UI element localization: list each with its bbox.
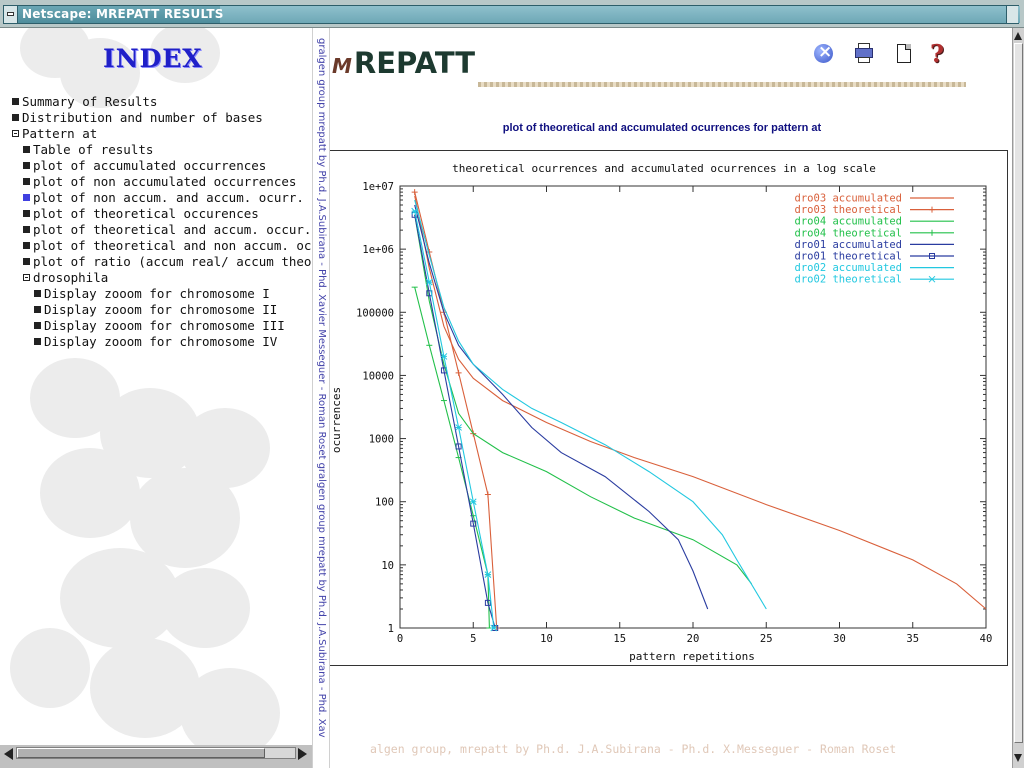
index-item[interactable]: [23, 222, 311, 238]
title-bar-strip: [3, 5, 1019, 24]
y-tick-label: 1e+06: [362, 244, 394, 257]
bullet-icon[interactable]: [34, 322, 41, 329]
vertical-credits-text: gralgen group mrepatt by Ph.d. J.A.Subirana - Phd. Xavier Messeguer - Roman Roset gralgen group mrepatt by Ph.d. J.A.Subirana - Phd. Xav: [316, 38, 327, 738]
main-frame: [330, 28, 1024, 768]
index-item[interactable]: [34, 286, 311, 302]
legend-label: dro03 theoretical: [794, 204, 902, 217]
y-tick-label: 1: [387, 623, 394, 635]
bullet-icon[interactable]: [12, 98, 19, 105]
index-item-label[interactable]: Distribution and number of bases: [22, 110, 263, 125]
chart-frame: [330, 151, 1008, 666]
logo-text: REPATT: [353, 46, 476, 80]
index-item-label[interactable]: Display zooom for chromosome I: [44, 286, 270, 301]
vertical-scrollbar[interactable]: [1012, 28, 1024, 768]
scroll-right-arrow-icon[interactable]: [298, 748, 307, 760]
scroll-thumb[interactable]: [17, 748, 265, 758]
scroll-up-arrow-icon[interactable]: [1014, 32, 1022, 40]
window-title: Netscape: MREPATT RESULTS: [22, 7, 224, 21]
window-maximize-button[interactable]: [1006, 6, 1018, 23]
index-item[interactable]: [23, 158, 311, 174]
index-item[interactable]: [12, 94, 311, 110]
y-tick-label: 1000: [368, 433, 394, 446]
index-item-label[interactable]: plot of theoretical and non accum. oc: [33, 238, 312, 253]
index-item-label[interactable]: plot of non accum. and accum. ocurr.: [33, 190, 304, 205]
bullet-icon[interactable]: [34, 306, 41, 313]
bullet-icon[interactable]: [34, 290, 41, 297]
vertical-scroll-thumb[interactable]: [1014, 43, 1023, 743]
index-item-label[interactable]: Summary of Results: [22, 94, 158, 109]
printer-icon[interactable]: [852, 42, 876, 68]
y-tick-label: 10: [381, 559, 394, 572]
index-item-label[interactable]: plot of theoretical and accum. occur.: [33, 222, 312, 237]
bullet-icon[interactable]: [34, 338, 41, 345]
index-item[interactable]: [23, 254, 311, 270]
index-item-label[interactable]: plot of non accumulated occurrences: [33, 174, 297, 189]
bullet-icon[interactable]: [23, 146, 30, 153]
collapse-toggle-icon[interactable]: [12, 130, 19, 137]
index-item[interactable]: [12, 110, 311, 126]
index-item-label[interactable]: Display zooom for chromosome IV: [44, 334, 278, 349]
toolbar: [812, 39, 952, 72]
legend-label: dro03 accumulated: [794, 192, 902, 205]
bullet-icon[interactable]: [12, 114, 19, 121]
index-item[interactable]: [34, 318, 311, 334]
help-icon[interactable]: ?: [930, 39, 945, 68]
bullet-icon[interactable]: [23, 210, 30, 217]
occurrences-chart: [330, 150, 1008, 666]
index-item-label[interactable]: Table of results: [33, 142, 154, 157]
index-item[interactable]: [34, 334, 311, 350]
y-tick-label: 1e+07: [362, 181, 394, 193]
index-title: INDEX: [103, 44, 203, 73]
index-item-label[interactable]: plot of theoretical occurences: [33, 206, 259, 221]
frame-divider: [312, 28, 330, 768]
window-menu-button[interactable]: [4, 6, 18, 23]
index-tree: [12, 94, 311, 350]
logo-prefix: M: [332, 54, 352, 78]
bullet-icon[interactable]: [23, 258, 30, 265]
x-tick-label: 30: [833, 633, 846, 645]
bullet-icon[interactable]: [23, 226, 30, 233]
bullet-icon[interactable]: [23, 194, 30, 201]
logo-underline-rule: [478, 82, 966, 87]
index-item[interactable]: [23, 238, 311, 254]
x-tick-label: 35: [906, 633, 920, 645]
title-bar-fill: [220, 6, 1020, 23]
x-tick-label: 0: [396, 633, 404, 645]
legend-label: dro04 accumulated: [794, 215, 902, 228]
collapse-toggle-icon[interactable]: [23, 274, 30, 281]
bullet-icon[interactable]: [23, 178, 30, 185]
x-tick-label: 15: [613, 633, 627, 645]
index-item-label[interactable]: drosophila: [33, 270, 109, 285]
window-title-bar: [0, 0, 1024, 28]
legend-label: dro01 accumulated: [794, 238, 902, 251]
index-item[interactable]: [23, 206, 311, 222]
index-item-label[interactable]: Display zooom for chromosome II: [44, 302, 278, 317]
document-icon[interactable]: [892, 42, 916, 68]
index-item-label[interactable]: plot of accumulated occurrences: [33, 158, 267, 173]
x-tick-label: 10: [540, 633, 553, 645]
close-icon[interactable]: [812, 42, 836, 68]
index-item-label[interactable]: plot of ratio (accum real/ accum theo: [33, 254, 312, 269]
scroll-left-arrow-icon[interactable]: [4, 748, 13, 760]
legend-label: dro04 theoretical: [794, 227, 902, 240]
horizontal-scrollbar[interactable]: [0, 745, 312, 768]
chart-title: theoretical ocurrences and accumulated ocurrences in a log scale: [452, 162, 876, 175]
index-item-label[interactable]: Display zooom for chromosome III: [44, 318, 285, 333]
mrepatt-logo: [332, 46, 475, 80]
index-frame: [0, 28, 312, 746]
x-axis-label: pattern repetitions: [629, 650, 755, 663]
legend-label: dro01 theoretical: [794, 250, 902, 263]
index-item[interactable]: [23, 190, 311, 206]
index-item[interactable]: [23, 142, 311, 158]
index-item[interactable]: [34, 302, 311, 318]
bullet-icon[interactable]: [23, 242, 30, 249]
legend-label: dro02 theoretical: [794, 273, 902, 286]
y-tick-label: 10000: [362, 370, 394, 383]
index-item-label[interactable]: Pattern at: [22, 126, 98, 141]
scroll-down-arrow-icon[interactable]: [1014, 754, 1022, 762]
plot-caption: plot of theoretical and accumulated ocurrences for pattern at: [502, 122, 822, 134]
y-tick-label: 100000: [356, 307, 394, 320]
x-tick-label: 25: [759, 633, 773, 645]
index-item[interactable]: [12, 126, 311, 142]
x-tick-label: 40: [979, 633, 993, 645]
index-item[interactable]: [23, 270, 311, 286]
bullet-icon[interactable]: [23, 162, 30, 169]
index-item[interactable]: [23, 174, 311, 190]
y-axis-label: ocurrences: [330, 386, 343, 454]
x-tick-label: 5: [470, 633, 477, 645]
y-tick-label: 100: [375, 496, 394, 509]
legend-label: dro02 accumulated: [794, 262, 902, 275]
x-tick-label: 20: [686, 633, 700, 645]
footer-credits: algen group, mrepatt by Ph.d. J.A.Subirana - Ph.d. X.Messeguer - Roman Roset: [370, 742, 897, 756]
